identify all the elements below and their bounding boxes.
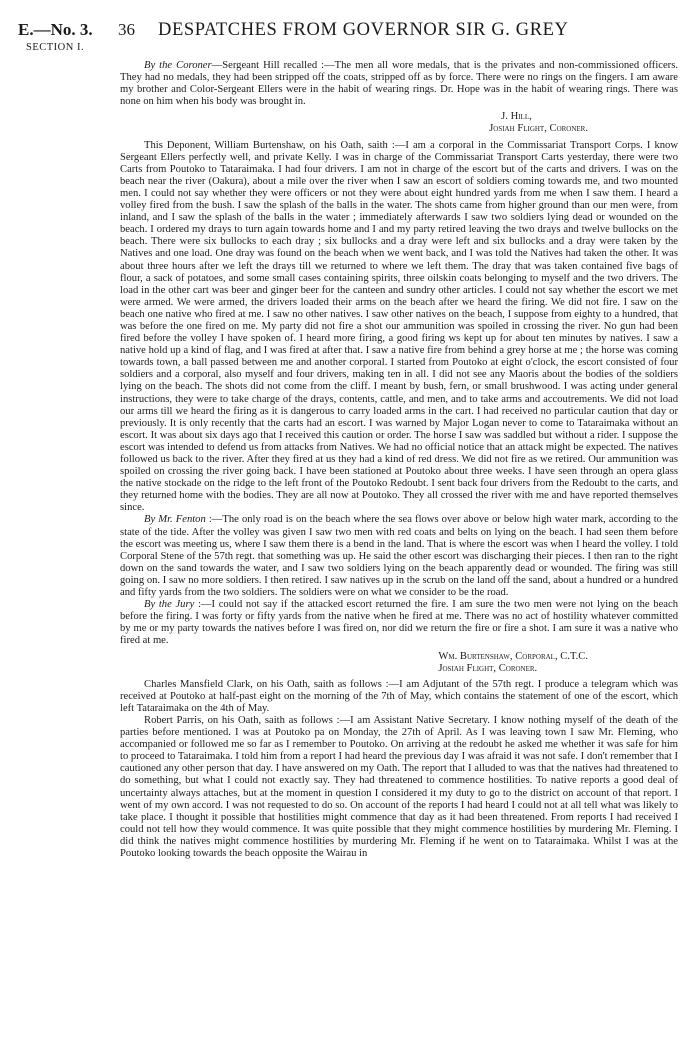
paragraph-parris-deposition <box>120 715 678 860</box>
paragraph-by-mr-fenton <box>120 514 678 599</box>
paragraph-coroner <box>120 60 678 108</box>
paragraph-text: This Deponent, William Burtenshaw, on his Oath, saith :—I am a corporal in the Commissariat Transport Corps. I know Sergeant Ellers perfectly well, and private Kelly. I was in charge of the Commissariat Transport Carts yesterday, there were two Carts from Poutoko to Tataraimaka. I had four drivers. I am not in charge of the escort but of the carts and drivers. I was on the beach near the river (Oakura), about a mile over the river when I saw an escort of soldiers coming towards me, and two mounted men. I could not say whether they were officers or not they were about eight hundred yards from me when I saw them. I heard a volley fired from the bush. I saw the splash of the balls in the water. The shots came from higher ground than our men were, from inland, and I saw the splash of the balls in the water ; immediately afterwards I saw two soldiers lying dead or wounded on the beach. I ordered my drays to turn again towards home and I and my party retired leaving the two drays and twelve bullocks on the beach. There were six bullocks to each dray ; six bullocks and a dray were left and six bullocks and a dray were taken by the Natives and one load. One dray was found on the beach when we went back, and I was told the Natives had taken the other. It was about three hours after we left the drays till we returned to where we left them. The dray that was taken contained five bags of flour, a sack of potatoes, and some small cases containing spirits, three oilskin coats belonging to myself and the two drivers. The load in the other cart was beer and ginger beer for the canteen and sundry other articles. I could not say whether the escort we met were armed. We were armed, the drivers loaded their arms on the beach after we heard the firing. We did not fire. I saw on the beach one native who fired at me. I saw no other natives. I saw other natives on the beach, I suppose from eighty to a hundred, that was before the one fired on me. My party did not fire a shot our ammunition was spoiled in crossing the river. No gun had been fired before the volley I have spoken of. I heard more firing, a good firing ws kept up for about ten minutes by natives. I saw a native hold up a kind of flag, and I was fired at after that. I saw a native fire from behind a grey horse at me ; the horse was coming towards town, a ball passed between me and another corporal. I started from Poutoko at eight o'clock, the escort consisted of four soldiers and a corporal, also myself and four drivers, making ten in all. I did not see any Maoris about the bodies of the soldiers lying on the beach. The shots did not come from the cliff. I meant by bush, fern, or small brushwood. I was acting under general instructions, they were to take charge of the drays, contents, cattle, and men, and to take arms and accoutrements. We did not load our arms till we heard the firing as it is dangerous to carry loaded arms in the cart. I had received no particular caution that day or previously. It is only recently that the carts had an escort. I was warned by Major Logan never to come to Tataraimaka without an escort. It was about six days ago that I received this caution or order. The horse I saw was saddled but without a rider. I suppose the escort was intended to defend us from attacks from Natives. We had no official notice that an attack might be expected. The natives followed us back to the river. After they fired at us they had a kind of red dress. We did not fire as we retired. Our ammunition was spoiled on crossing the river going back. I have been stationed at Poutoko about three weeks. I have seen through an opera glass the native stockade on the ridge to the left front of the Poutoko Redoubt. I sent back four drivers from the Redoubt to the carts, and they returned home with the bodies. They are all now at Poutoko. They all crossed the river with me and have reported themselves since. <box>120 139 678 514</box>
page-header <box>18 20 686 58</box>
page-number: 36 <box>118 20 135 39</box>
paragraph-text: —Sergeant Hill recalled :—The men all wore medals, that is the privates and non-commissioned officers. They had no medals, they had been stripped off the coats, stripped off as by force. There were no rings on the fingers. I am aware my brother and Color-Sergeant Ellers were in the habit of wearing rings. Dr. Hope was in the habit of wearing rings. There was none on him when his body was brought in. <box>120 60 678 108</box>
paragraph-text: :—The only road is on the beach where the sea flows over above or below high water mark, according to the state of the tide. After the volley was given I saw two men with red coats and belts on lying on the beach. I had seen them before the escort was meeting us, where I saw them there is a bend in the land. That is where the escort was when I heard the volley. I told Corporal Stene of the 57th regt. that something was up. He said the other escort was discharging their pieces. I then ran to the right down on the sand towards the water, and I saw two soldiers lying on the beach apparently dead or wounded. The firing was still going on. I saw no more soldiers. I then retired. I saw natives up in the scrub on the land off the sand, about a hundred or a hundred and fifty yards from the two soldiers. The soldiers were on what we consider to be the road. <box>120 514 678 599</box>
paragraph-lead: By Mr. Fenton <box>144 514 206 526</box>
document-reference: E.—No. 3. <box>18 20 93 39</box>
paragraph-text: Robert Parris, on his Oath, saith as follows :—I am Assistant Native Secretary. I know nothing myself of the death of the parties before mentioned. I was at Poutoko pa on Monday, the 27th of April. As I was leaving town I saw Mr. Fleming, who accompanied or followed me so far as I remember to Poutoko. On arriving at the redoubt he asked me whether it was safe for him to proceed to Tataraimaka. I told him from a report I had heard the previous day I was afraid it was not safe. I don't remember that I cautioned any other person that day. I have answered on my Oath. The report that I alluded to was that the natives had threatened to do something, but what I could not exactly say. They had threatened to commence hostilities. To native reports a good deal of uncertainty always attaches, but at the moment in question I considered it my duty to go to the district on account of that report. I went of my own accord. I was not requested to do so. On account of the reports I had heard I could not at all tell what was likely to take place. I thought it possible that hostilities might commence that day as it had been threatened. From reports I had received I could not tell how they would commence. It was quite possible that they might commence hostilities by murdering Mr. Fleming. I did think the natives might commence hostilities by murdering Mr. Fleming if he went on to Tataraimaka. Whilst I was at the Poutoko looking towards the beach opposite the Wairau in <box>120 714 678 859</box>
signature-block <box>120 111 588 135</box>
paragraph-lead: By the Jury <box>144 599 195 611</box>
paragraph-by-the-jury <box>120 599 678 647</box>
paragraph-clark-deposition <box>120 679 678 715</box>
signature-block <box>120 651 588 675</box>
signature-line: Josiah Flight, Coroner. <box>438 662 538 674</box>
paragraph-burtenshaw-deposition <box>120 140 678 515</box>
signature-line: Josiah Flight, Coroner. <box>489 123 588 135</box>
paragraph-lead: By the Coroner <box>144 60 212 71</box>
paragraph-text: :—I could not say if the attacked escort returned the fire. I am sure the two men were not lying on the beach before the firing. I was forty or fifty yards from the native when he fired at me. There was no act of hostility whatever committed by me or my party towards the natives before I was fired on, nor did we return the fire or fire a shot. I am sure it was a native who fired at me. <box>120 599 678 647</box>
signature-line: J. Hill, <box>501 111 532 123</box>
document-body <box>120 60 678 860</box>
section-label: SECTION I. <box>26 42 85 53</box>
page-title: DESPATCHES FROM GOVERNOR SIR G. GREY <box>158 20 569 40</box>
signature-line: Wm. Burtenshaw, Corporal, C.T.C. <box>438 650 588 662</box>
paragraph-text: Charles Mansfield Clark, on his Oath, saith as follows :—I am Adjutant of the 57th regt. I produce a telegram which was received at Poutoko at half-past eight on the morning of the 7th of May, which contains the statement of one of the escort, which left Tataraimaka on the 4th of May. <box>120 678 678 714</box>
